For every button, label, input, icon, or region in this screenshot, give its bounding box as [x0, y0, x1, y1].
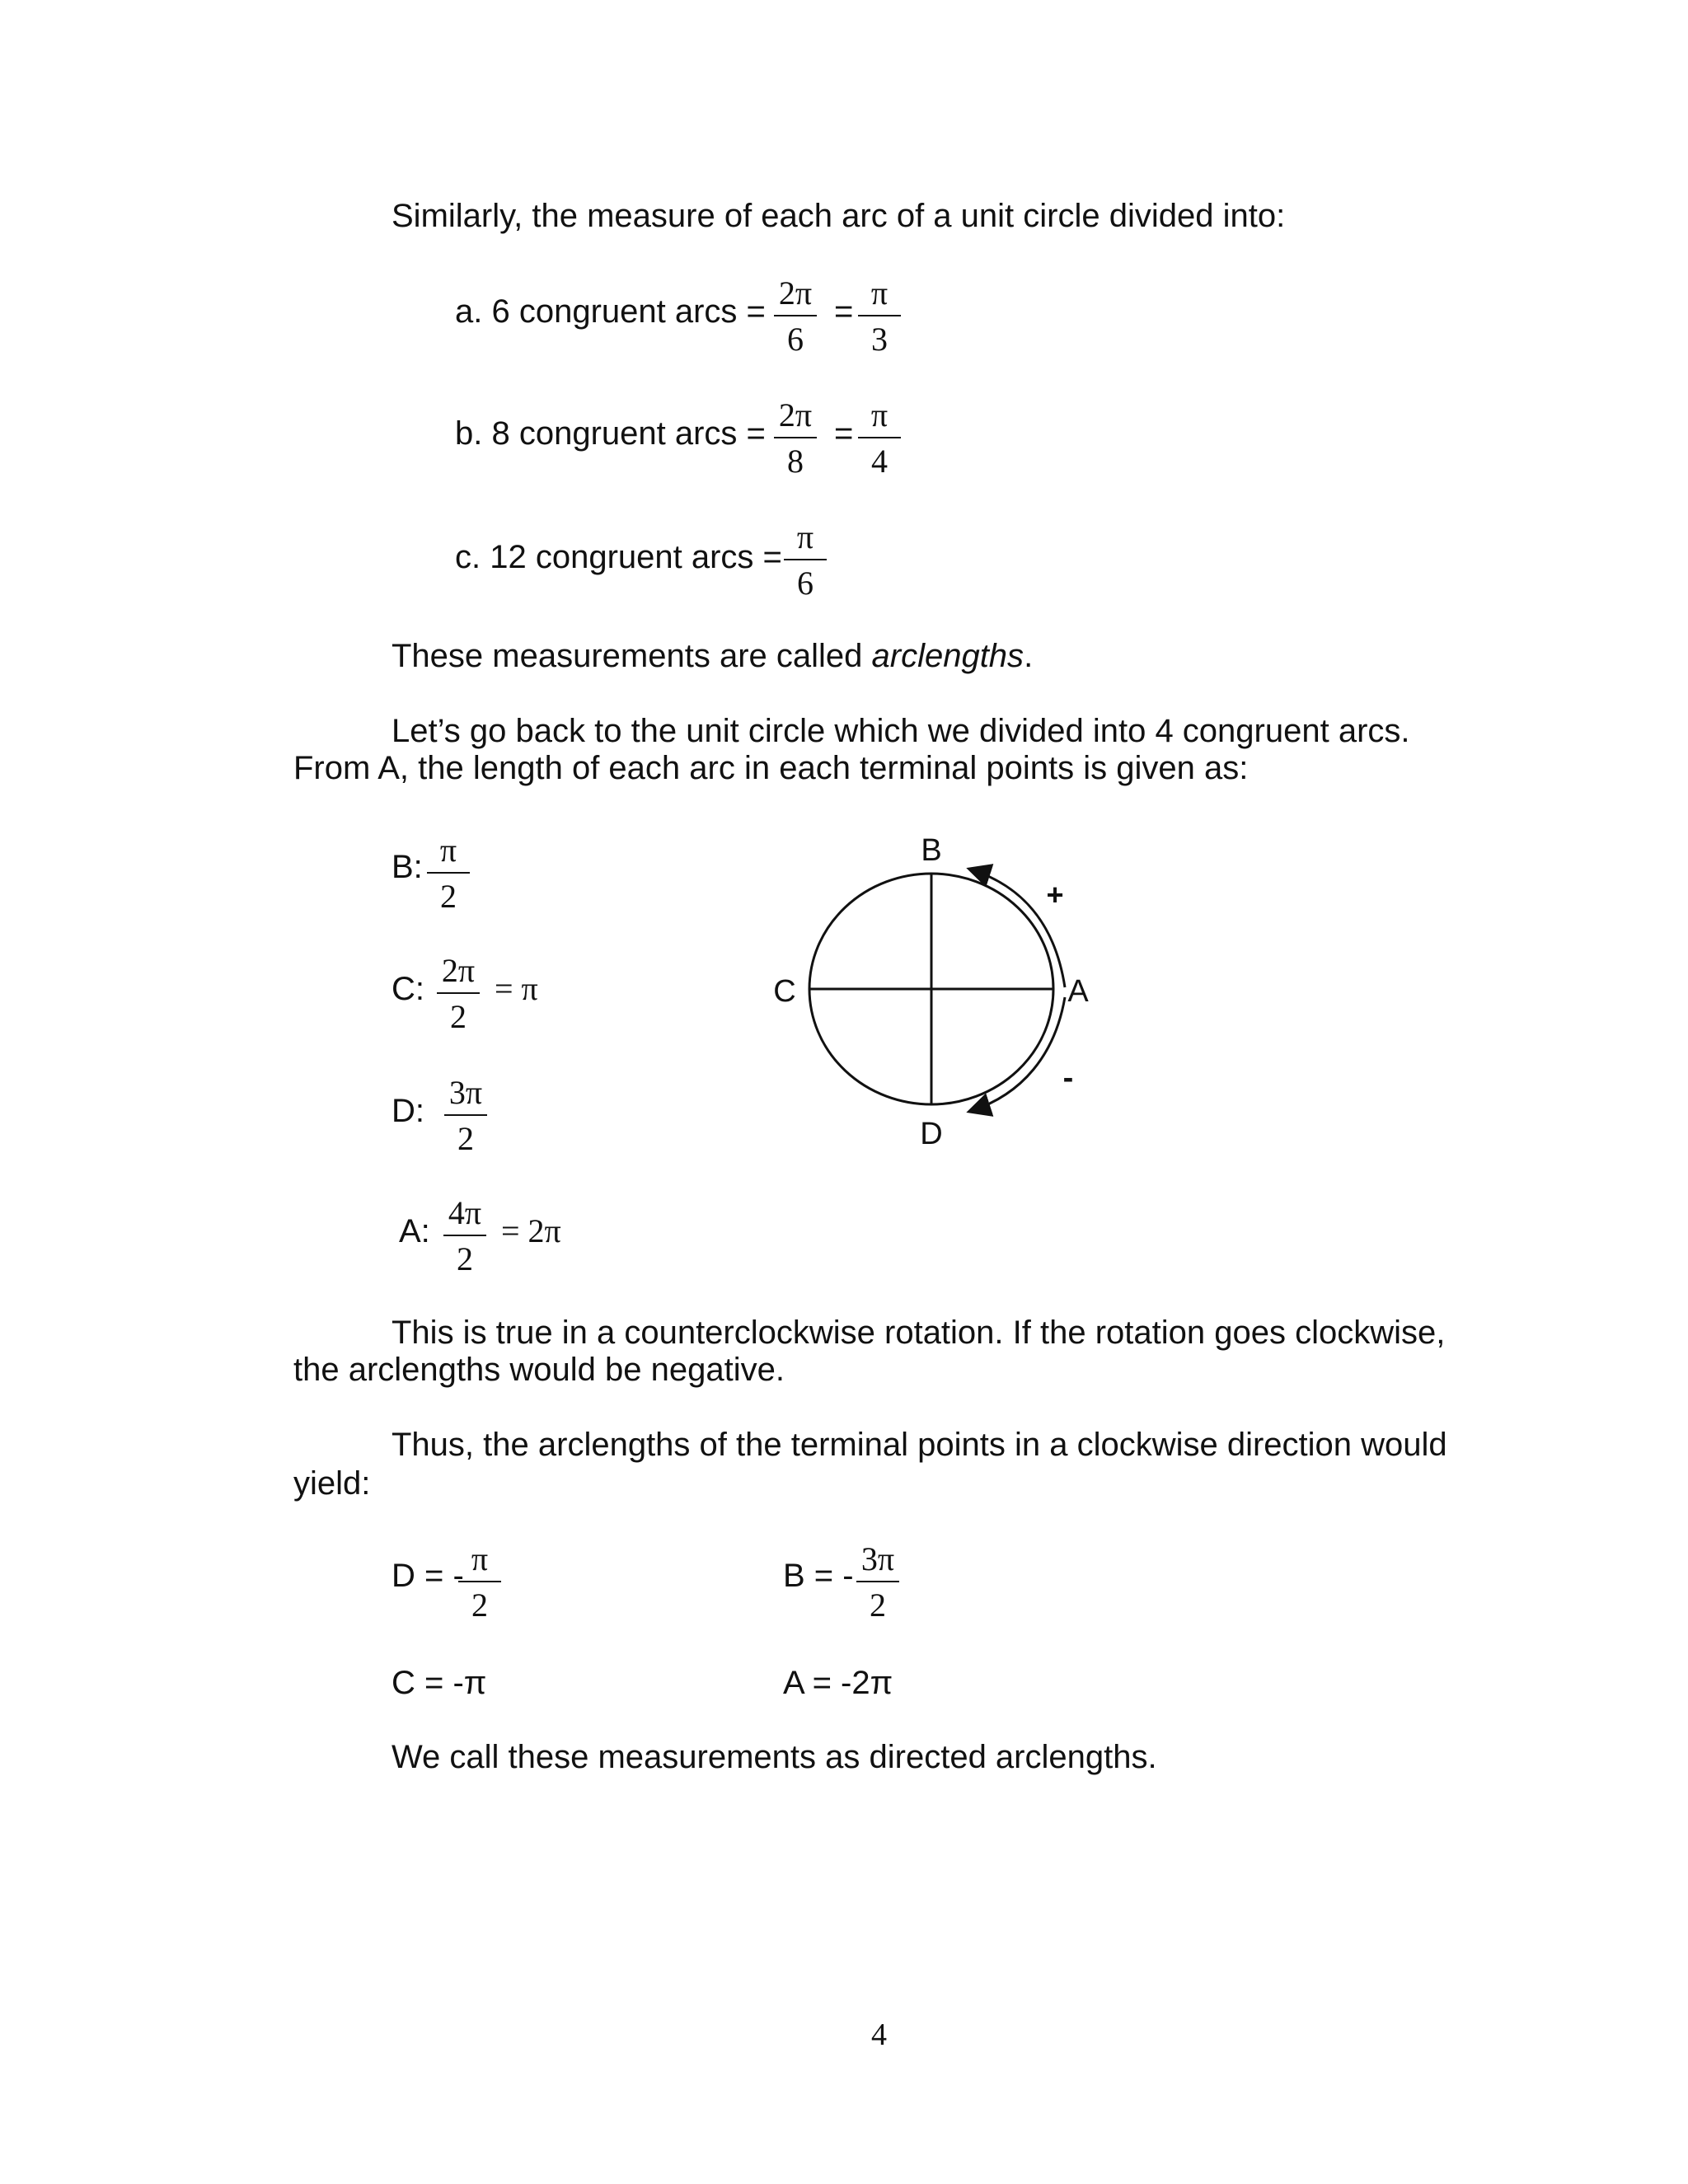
ccw-d-label: D: [392, 1093, 424, 1129]
fraction-bar [458, 1581, 501, 1582]
positive-direction-label: + [1046, 878, 1064, 912]
point-a-label: A [1067, 974, 1089, 1009]
ccw-c-fraction [425, 954, 491, 1033]
fraction-bar [784, 559, 827, 560]
item-a-f2-den: 3 [871, 321, 888, 358]
arclengths-sentence [392, 640, 1033, 673]
item-b-label: b. 8 congruent arcs = [455, 415, 766, 452]
item-b-f2-den: 4 [871, 443, 888, 480]
item-a-fraction-1 [762, 274, 828, 358]
ccw-a-label: A: [399, 1213, 430, 1249]
ccw-b-den: 2 [440, 878, 457, 915]
intro-text: Similarly, the measure of each arc of a unit circle divided into: [392, 198, 1286, 234]
para2-line2: the arclengths would be negative. [293, 1352, 785, 1388]
fraction-bar [774, 315, 817, 316]
ccw-a-den: 2 [457, 1240, 473, 1277]
para3-line2: yield: [293, 1465, 371, 1502]
item-b-f1-den: 8 [787, 443, 804, 480]
fraction-bar [858, 437, 901, 438]
fraction-bar [856, 1581, 899, 1582]
arclengths-term: arclengths [871, 638, 1025, 674]
item-b-f2-num: π [870, 396, 889, 434]
ccw-d-fraction [433, 1076, 499, 1155]
para2-line1: This is true in a counterclockwise rotation. If the rotation goes clockwise, [392, 1315, 1446, 1351]
item-a-f1-num: 2π [778, 274, 813, 312]
cw-d-label: D = - [392, 1558, 464, 1594]
ccw-c-num: 2π [441, 952, 476, 989]
ccw-c-rhs: = π [495, 970, 538, 1007]
item-a-f2-num: π [870, 274, 889, 312]
item-b-fraction-1 [762, 396, 828, 480]
cw-d-den: 2 [471, 1586, 488, 1624]
ccw-d-den: 2 [457, 1120, 474, 1157]
fraction-bar [858, 315, 901, 316]
ccw-b-fraction [415, 834, 481, 913]
ccw-a-fraction [432, 1194, 498, 1277]
item-b-equals: = [834, 415, 854, 452]
cw-a-value: A = -2π [783, 1665, 893, 1701]
page-number: 4 [871, 2018, 887, 2052]
ccw-c-den: 2 [450, 998, 467, 1035]
closing-sentence: We call these measurements as directed arclengths. [392, 1739, 1157, 1775]
item-c-f1-den: 6 [797, 565, 814, 602]
point-d-label: D [920, 1117, 943, 1151]
fraction-bar [443, 1235, 486, 1236]
unit-circle-diagram [767, 832, 1113, 1162]
item-c-label: c. 12 congruent arcs = [455, 539, 782, 575]
point-b-label: B [921, 833, 942, 868]
item-b-fraction-2 [846, 396, 912, 480]
ccw-a-rhs: = 2π [501, 1212, 561, 1249]
para1-line1: Let’s go back to the unit circle which we divided into 4 congruent arcs. [392, 713, 1410, 749]
point-c-label: C [773, 974, 796, 1009]
negative-direction-label: - [1062, 1061, 1074, 1095]
item-a-fraction-2 [846, 274, 912, 358]
arclengths-before: These measurements are called [392, 638, 872, 674]
fraction-bar [774, 437, 817, 438]
para3-line1: Thus, the arclengths of the terminal points in a clockwise direction would [392, 1427, 1447, 1463]
ccw-b-num: π [439, 832, 457, 869]
item-a-f1-den: 6 [787, 321, 804, 358]
arclengths-after: . [1024, 638, 1034, 674]
ccw-d-num: 3π [448, 1074, 483, 1111]
cw-c-value: C = -π [392, 1665, 487, 1701]
cw-b-den: 2 [870, 1586, 886, 1624]
para1-line2: From A, the length of each arc in each terminal points is given as: [293, 750, 1249, 786]
ccw-c-label: C: [392, 971, 424, 1007]
cw-b-label: B = - [783, 1558, 854, 1594]
item-b-f1-num: 2π [778, 396, 813, 434]
fraction-bar [437, 992, 480, 994]
cw-d-fraction [447, 1540, 513, 1624]
fraction-bar [444, 1114, 487, 1116]
item-a-label: a. 6 congruent arcs = [455, 293, 766, 330]
item-a-equals: = [834, 293, 854, 330]
fraction-bar [427, 872, 470, 874]
item-c-fraction [772, 518, 838, 602]
cw-d-num: π [471, 1540, 489, 1577]
cw-b-num: 3π [860, 1540, 895, 1577]
cw-b-fraction [845, 1540, 911, 1624]
ccw-b-label: B: [392, 849, 423, 885]
item-c-f1-num: π [796, 518, 814, 555]
ccw-a-num: 4π [448, 1194, 482, 1231]
